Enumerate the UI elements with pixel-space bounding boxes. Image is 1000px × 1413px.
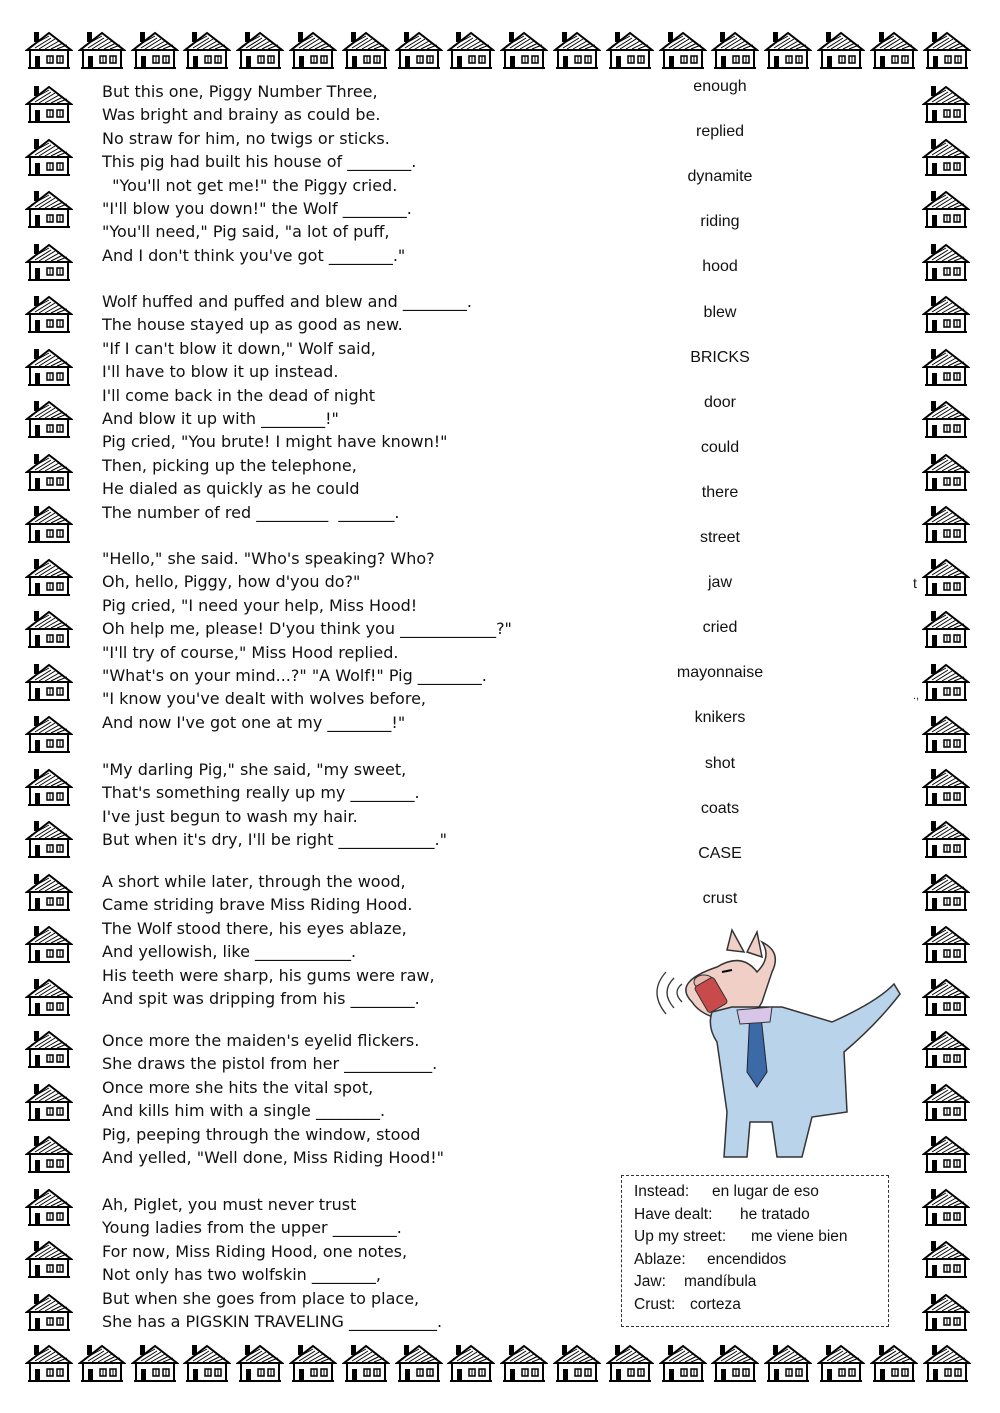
- poem-line: "Hello," she said. "Who's speaking? Who?: [102, 549, 435, 568]
- house-icon: [25, 189, 73, 229]
- house-icon: [25, 1134, 73, 1174]
- poem-line: "What's on your mind...?" "A Wolf!" Pig ________.: [102, 666, 487, 685]
- poem-line: And kills him with a single ________.: [102, 1101, 386, 1121]
- house-icon: [922, 924, 970, 964]
- house-icon: [500, 30, 548, 70]
- house-icon: [922, 399, 970, 439]
- house-icon: [817, 1343, 865, 1383]
- poem-line: That's something really up my ________.: [102, 783, 420, 803]
- house-icon: [922, 1187, 970, 1227]
- poem-line: But when she goes from place to place,: [102, 1288, 420, 1308]
- poem-line: A short while later, through the wood,: [102, 872, 406, 891]
- glossary-translation: corteza: [690, 1295, 741, 1313]
- house-icon: [711, 30, 759, 70]
- house-icon: [25, 294, 73, 334]
- house-icon: [25, 609, 73, 649]
- house-icon: [922, 1292, 970, 1332]
- house-icon: [922, 609, 970, 649]
- house-icon: [870, 30, 918, 70]
- house-icon: [764, 30, 812, 70]
- house-icon: [922, 819, 970, 859]
- house-icon: [25, 819, 73, 859]
- poem-line: The Wolf stood there, his eyes ablaze,: [102, 918, 407, 938]
- house-icon: [78, 1343, 126, 1383]
- house-icon: [183, 30, 231, 70]
- house-icon: [922, 767, 970, 807]
- poem-line: And now I've got one at my ________!": [102, 712, 406, 732]
- poem-line: Then, picking up the telephone,: [102, 455, 357, 475]
- poem-line: "I'll try of course," Miss Hood replied.: [102, 642, 399, 662]
- house-icon: [500, 1343, 548, 1383]
- glossary-translation: encendidos: [707, 1250, 787, 1268]
- house-icon: [922, 714, 970, 754]
- house-icon: [289, 30, 337, 70]
- house-icon: [25, 557, 73, 597]
- house-icon: [922, 347, 970, 387]
- house-icon: [25, 1292, 73, 1332]
- house-icon: [25, 30, 73, 70]
- word-bank-item: shot: [704, 754, 736, 772]
- house-icon: [25, 504, 73, 544]
- house-icon: [922, 452, 970, 492]
- house-icon: [25, 1082, 73, 1122]
- house-icon: [25, 242, 73, 282]
- word-bank-item: jaw: [707, 574, 732, 592]
- house-icon: [922, 977, 970, 1017]
- poem-line: This pig had built his house of ________.: [102, 152, 417, 172]
- glossary-term: Jaw:: [634, 1273, 666, 1290]
- house-icon: [447, 1343, 495, 1383]
- house-icon: [25, 1029, 73, 1069]
- poem-line: "You'll not get me!" the Piggy cried.: [102, 175, 398, 195]
- poem-line: Pig cried, "You brute! I might have known!": [102, 432, 448, 452]
- house-icon: [25, 767, 73, 807]
- house-icon: [25, 1187, 73, 1227]
- word-bank-item: enough: [693, 78, 747, 95]
- poem-line: She has a PIGSKIN TRAVELING ___________.: [102, 1312, 443, 1331]
- poem-line: "My darling Pig," she said, "my sweet,: [102, 760, 407, 779]
- poem-line: And blow it up with ________!": [102, 409, 339, 428]
- house-icon: [711, 1343, 759, 1383]
- glossary-translation: me viene bien: [751, 1228, 848, 1245]
- house-icon: [817, 30, 865, 70]
- pig-on-phone-illustration: [632, 912, 904, 1164]
- house-icon: [922, 294, 970, 334]
- house-icon: [395, 30, 443, 70]
- house-icon: [922, 1239, 970, 1279]
- glossary-translation: he tratado: [740, 1205, 810, 1223]
- word-bank-item: replied: [695, 123, 745, 141]
- poem-line: No straw for him, no twigs or sticks.: [102, 128, 390, 148]
- house-icon: [922, 242, 970, 282]
- poem-line: Young ladies from the upper ________.: [102, 1218, 402, 1238]
- house-icon: [447, 30, 495, 70]
- house-icon: [553, 1343, 601, 1383]
- glossary-term: Instead:: [634, 1183, 690, 1200]
- word-bank-item: could: [700, 438, 740, 456]
- word-bank-item: BRICKS: [690, 348, 750, 366]
- word-bank-item: hood: [702, 258, 738, 276]
- house-icon: [395, 1343, 443, 1383]
- house-icon: [922, 504, 970, 544]
- poem-line: The number of red _________ _______.: [102, 502, 400, 522]
- poem-line: Oh help me, please! D'you think you ____________?": [102, 619, 512, 639]
- house-icon: [78, 30, 126, 70]
- house-icon: [659, 1343, 707, 1383]
- poem-line: I'll come back in the dead of night: [102, 385, 376, 405]
- house-icon: [606, 30, 654, 70]
- word-bank-item: knikers: [694, 709, 746, 727]
- glossary-term: Ablaze:: [634, 1250, 686, 1268]
- house-icon: [289, 1343, 337, 1383]
- house-icon: [553, 30, 601, 70]
- house-icon: [25, 714, 73, 754]
- house-icon: [131, 30, 179, 70]
- house-icon: [922, 137, 970, 177]
- poem-line: "I'll blow you down!" the Wolf ________.: [102, 199, 412, 218]
- poem-line: And I don't think you've got ________.": [102, 245, 406, 265]
- house-icon: [922, 557, 970, 597]
- poem-line: Not only has two wolfskin ________,: [102, 1265, 381, 1285]
- house-icon: [922, 1029, 970, 1069]
- house-icon: [25, 872, 73, 912]
- poem-line: Wolf huffed and puffed and blew and ________.: [102, 292, 472, 311]
- house-icon: [25, 399, 73, 439]
- poem-line: And spit was dripping from his ________.: [102, 989, 420, 1008]
- house-icon: [923, 30, 971, 70]
- poem-line: I've just begun to wash my hair.: [102, 806, 358, 826]
- house-icon: [25, 347, 73, 387]
- stray-letter: t: [913, 575, 917, 591]
- glossary-box: [621, 1175, 889, 1327]
- poem-line: And yellowish, like ____________.: [102, 942, 357, 962]
- poem-line: And yelled, "Well done, Miss Riding Hood!": [102, 1148, 444, 1167]
- glossary-term: Up my street:: [634, 1228, 727, 1245]
- house-icon: [25, 1239, 73, 1279]
- house-icon: [25, 662, 73, 702]
- poem-line: Was bright and brainy as could be.: [102, 105, 381, 125]
- house-icon: [25, 977, 73, 1017]
- word-bank-item: coats: [700, 799, 740, 817]
- word-bank-item: crust: [702, 889, 738, 907]
- poem-line: I'll have to blow it up instead.: [102, 362, 339, 382]
- poem-line: Once more the maiden's eyelid flickers.: [102, 1031, 420, 1050]
- poem-line: He dialed as quickly as he could: [102, 479, 360, 499]
- house-icon: [236, 30, 284, 70]
- poem-line: His teeth were sharp, his gums were raw,: [102, 965, 435, 985]
- house-icon: [25, 137, 73, 177]
- house-icon: [922, 189, 970, 229]
- poem-line: "You'll need," Pig said, "a lot of puff,: [102, 222, 390, 242]
- word-bank-item: street: [699, 529, 740, 546]
- house-icon: [25, 924, 73, 964]
- word-bank-item: dynamite: [687, 168, 753, 186]
- word-bank-item: door: [703, 393, 737, 411]
- house-icon: [25, 1343, 73, 1383]
- word-bank-item: CASE: [698, 844, 742, 862]
- poem-line: But this one, Piggy Number Three,: [102, 82, 378, 101]
- house-icon: [659, 30, 707, 70]
- house-icon: [922, 1082, 970, 1122]
- poem-line: But when it's dry, I'll be right ____________.": [102, 830, 447, 850]
- poem-line: Once more she hits the vital spot,: [102, 1077, 374, 1097]
- house-icon: [236, 1343, 284, 1383]
- house-icon: [183, 1343, 231, 1383]
- poem-line: "If I can't blow it down," Wolf said,: [102, 338, 376, 358]
- house-icon: [25, 84, 73, 124]
- house-icon: [131, 1343, 179, 1383]
- poem-line: Oh, hello, Piggy, how d'you do?": [102, 572, 361, 592]
- stray-mark: .,: [913, 690, 920, 702]
- house-icon: [870, 1343, 918, 1383]
- house-icon: [923, 1343, 971, 1383]
- poem-line: Ah, Piglet, you must never trust: [102, 1195, 357, 1214]
- house-icon: [342, 1343, 390, 1383]
- word-bank-item: there: [701, 483, 739, 501]
- house-icon: [25, 452, 73, 492]
- house-icon: [606, 1343, 654, 1383]
- glossary-translation: en lugar de eso: [712, 1183, 819, 1200]
- word-bank-item: blew: [703, 303, 737, 321]
- word-bank-item: mayonnaise: [676, 664, 764, 682]
- poem-line: She draws the pistol from her ___________.: [102, 1054, 438, 1074]
- poem-line: Pig cried, "I need your help, Miss Hood!: [102, 595, 418, 615]
- poem-line: For now, Miss Riding Hood, one notes,: [102, 1241, 408, 1261]
- poem-line: The house stayed up as good as new.: [102, 315, 403, 335]
- poem-line: Pig, peeping through the window, stood: [102, 1124, 421, 1144]
- house-icon: [922, 84, 970, 124]
- house-icon: [922, 662, 970, 702]
- word-bank-item: cried: [702, 619, 738, 637]
- word-bank-item: riding: [700, 213, 740, 231]
- house-icon: [342, 30, 390, 70]
- glossary-term: Crust:: [634, 1295, 676, 1313]
- house-icon: [922, 1134, 970, 1174]
- house-icon: [922, 872, 970, 912]
- glossary-term: Have dealt:: [634, 1205, 713, 1223]
- poem-line: "I know you've dealt with wolves before,: [102, 689, 426, 709]
- poem-line: Came striding brave Miss Riding Hood.: [102, 895, 413, 915]
- glossary-translation: mandíbula: [684, 1273, 757, 1290]
- house-icon: [764, 1343, 812, 1383]
